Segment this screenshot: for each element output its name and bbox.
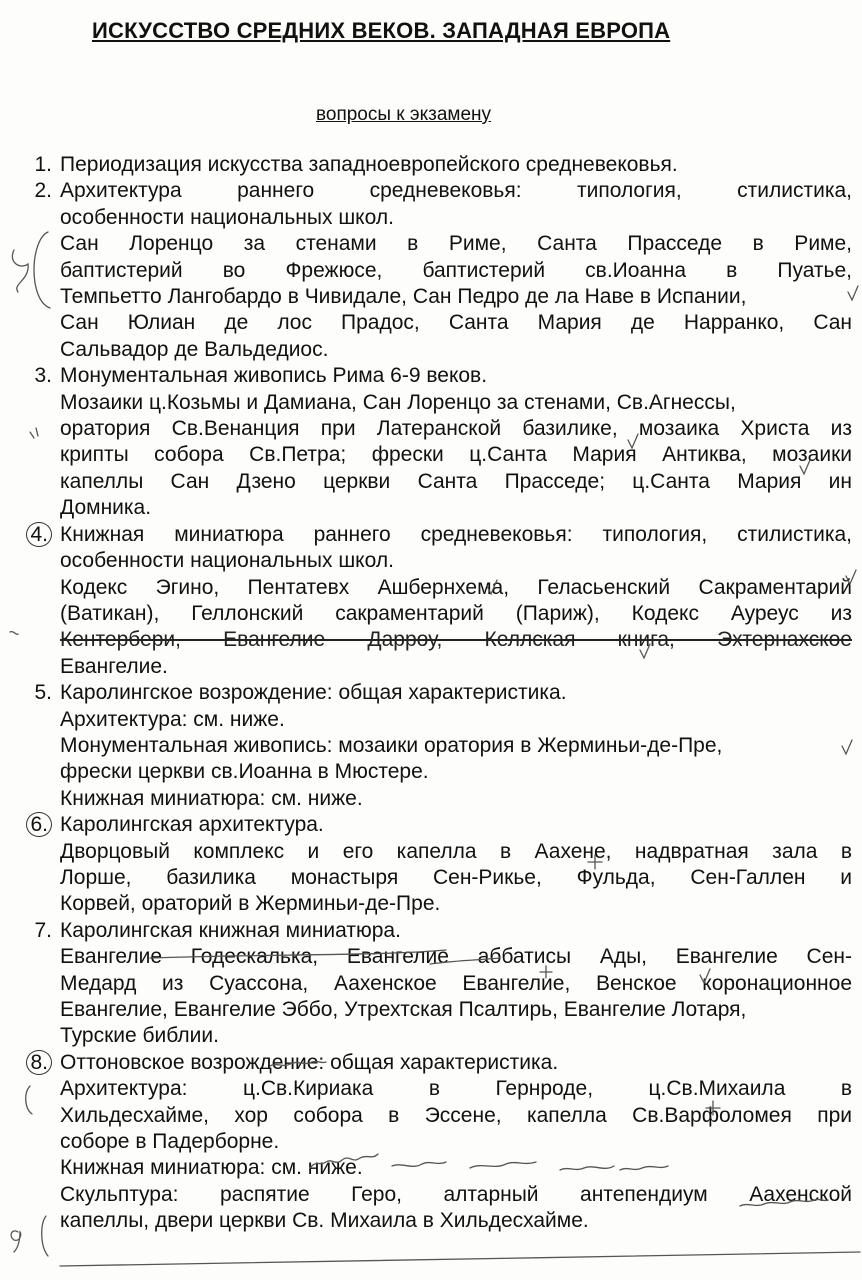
question-line: Мозаики ц.Козьмы и Дамиана, Сан Лоренцо за стенами, Св.Агнессы,: [60, 390, 736, 414]
question-line: Архитектура раннего средневековья: типология, стилистика,: [60, 179, 852, 203]
question-line: Каролингская книжная миниатюра.: [60, 918, 401, 942]
question-number: 1.: [34, 153, 52, 176]
circled-number: 6.: [26, 812, 52, 837]
question-line: Дворцовый комплекс и его капелла в Аахене, надвратная зала в: [60, 839, 852, 863]
question-line: Сан Юлиан де лос Прадос, Санта Мария де Нарранко, Сан: [60, 311, 852, 335]
question-line: Кодекс Эгино, Пентатевх Ашбернхема, Геласьенский Сакраментарий: [60, 575, 852, 599]
question-item-1: [0, 152, 862, 178]
question-item-3: [0, 363, 862, 521]
question-line: Лорше, базилика монастыря Сен-Рикье, Фульда, Сен-Галлен и: [60, 865, 852, 889]
question-line: Хильдесхайме, хор собора в Эссене, капелла Св.Варфоломея при: [60, 1103, 852, 1127]
circled-number: 8.: [26, 1050, 52, 1075]
page-title: ИСКУССТВО СРЕДНИХ ВЕКОВ. ЗАПАДНАЯ ЕВРОПА: [92, 18, 671, 43]
question-line: Скульптура: распятие Геро, алтарный антепендиум Аахенской: [60, 1182, 852, 1206]
question-line: Турские библии.: [60, 1024, 219, 1048]
question-item-2: [0, 178, 862, 363]
question-line: оратория Св.Венанция при Латеранской базилике, мозаика Христа из: [60, 417, 852, 441]
question-number: [22, 812, 52, 838]
question-line: Корвей, ораторий в Жерминьи-де-Пре.: [60, 892, 441, 916]
question-line: Периодизация искусства западноевропейского средневековья.: [60, 153, 678, 176]
question-line: Каролингское возрождение: общая характеристика.: [60, 681, 567, 705]
struck-question-line: Кентербери, Евангелие Дарроу, Келлская книга, Эхтернахское: [60, 628, 852, 652]
question-line: капеллы Сан Дзено церкви Санта Прасседе; ц.Санта Мария ин: [60, 469, 852, 493]
question-line: (Ватикан), Геллонский сакраментарий (Париж), Кодекс Ауреус из: [60, 601, 852, 625]
question-line: Каролингская архитектура.: [60, 813, 324, 837]
question-line: Темпьетто Лангобардо в Чивидале, Сан Педро де ла Наве в Испании,: [60, 285, 747, 309]
question-line: Монументальная живопись: мозаики оратория в Жерминьи-де-Пре,: [60, 733, 723, 757]
question-number: 5.: [34, 681, 52, 705]
question-item-5: [0, 680, 862, 812]
question-item-4: [0, 522, 862, 680]
question-line: крипты собора Св.Петра; фрески ц.Санта Мария Антиква, мозаики: [60, 443, 852, 467]
question-line: Домника.: [60, 496, 152, 520]
question-item-8: [0, 1050, 862, 1235]
question-line: Евангелие, Евангелие Эббо, Утрехтская Псалтирь, Евангелие Лотаря,: [60, 998, 747, 1021]
question-number: [22, 522, 52, 548]
question-list: [0, 152, 862, 1235]
question-line: Книжная миниатюра раннего средневековья: типология, стилистика,: [60, 522, 852, 546]
question-line: Оттоновское возрождение: общая характеристика.: [60, 1050, 559, 1074]
question-line: баптистерий во Фрежюсе, баптистерий св.Иоанна в Пуатье,: [60, 258, 852, 282]
question-line: Сан Лоренцо за стенами в Риме, Санта Прасседе в Риме,: [60, 232, 852, 256]
question-line: Архитектура: ц.Св.Кириака в Гернроде, ц.Св.Михаила в: [60, 1077, 852, 1101]
circled-number: 4.: [26, 522, 52, 547]
question-number: [22, 1050, 52, 1076]
question-line: фрески церкви св.Иоанна в Мюстере.: [60, 760, 429, 784]
question-line: соборе в Падерборне.: [60, 1130, 280, 1154]
pencil-underline-mark: [60, 1252, 860, 1266]
question-item-7: [0, 918, 862, 1050]
question-item-6: [0, 812, 862, 918]
question-line: Архитектура: см. ниже.: [60, 707, 285, 731]
question-number: 3.: [34, 364, 52, 388]
question-line: Монументальная живопись Рима 6-9 веков.: [60, 364, 488, 388]
question-line: Сальвадор де Вальдедиос.: [60, 337, 329, 361]
question-line: капеллы, двери церкви Св. Михаила в Хильдесхайме.: [60, 1209, 589, 1233]
page-subtitle: вопросы к экзамену: [316, 104, 492, 125]
question-number: 7.: [34, 918, 52, 942]
question-line: особенности национальных школ.: [60, 549, 394, 573]
question-line: Книжная миниатюра: см. ниже.: [60, 1156, 363, 1180]
question-line: особенности национальных школ.: [60, 205, 394, 229]
question-number: 2.: [34, 179, 52, 203]
question-line: Евангелие.: [60, 654, 168, 678]
question-line: Медард из Суассона, Аахенское Евангелие, Венское коронационное: [60, 971, 852, 995]
question-line: Книжная миниатюра: см. ниже.: [60, 786, 363, 810]
question-line: Евангелие Годескалька, Евангелие аббатисы Ады, Евангелие Сен-: [60, 945, 852, 969]
